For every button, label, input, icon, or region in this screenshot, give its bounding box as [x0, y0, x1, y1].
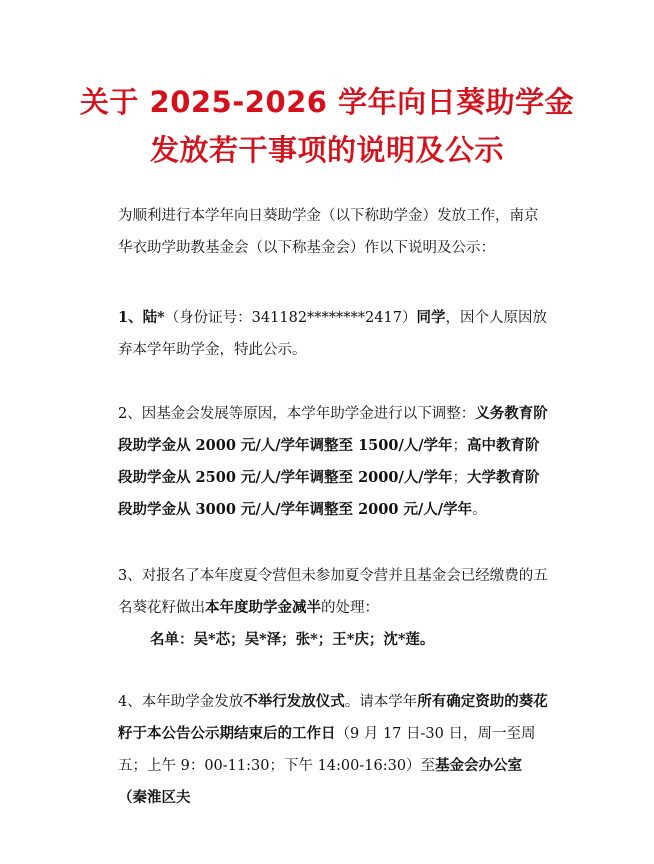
item-4-mid-1: 。请本学年 — [344, 694, 418, 710]
item-1-rest: ，因个人原因放弃本学年助学金，特此公示。 — [118, 310, 547, 358]
item-1-number: 1、 — [118, 309, 143, 326]
item-3-lead: 3、对报名了本年度夏令营但未参加夏令营并且基金会已经缴费的五名葵花籽做出 — [118, 568, 548, 616]
item-1-role: 同学 — [416, 309, 446, 326]
item-1-name: 陆* — [142, 309, 165, 326]
item-2-sep-2: ； — [452, 470, 468, 486]
item-3-bold: 本年度助学金减半 — [205, 599, 321, 616]
item-4-bold-3: 基金会办公室（秦淮区夫 — [118, 757, 523, 806]
item-2-end: 。 — [472, 502, 487, 518]
item-2-highschool: 高中教育阶段助学金从 2500 元/人/学年调整至 2000/人/学年 — [118, 437, 540, 486]
item-4-bold-1: 不举行发放仪式 — [243, 693, 345, 710]
item-4-bold-2: 所有确定资助的葵花籽于本公告公示期结束后的工作日 — [118, 693, 548, 742]
item-2-compulsory: 义务教育阶段助学金从 2000 元/人/学年调整至 1500/人/学年 — [118, 405, 548, 454]
item-2-lead: 2、因基金会发展等原因，本学年助学金进行以下调整： — [118, 406, 476, 422]
item-1-id: （身份证号：341182********2417） — [164, 310, 417, 326]
item-3-name-list: 名单：吴*芯；吴*泽；张*；王*庆；沈*莲。 — [150, 631, 435, 648]
item-2-paragraph — [118, 398, 548, 526]
item-2-university: 大学教育阶段助学金从 3000 元/人/学年调整至 2000 元/人/学年 — [118, 469, 540, 518]
intro-paragraph: 为顺利进行本学年向日葵助学金（以下称助学金）发放工作，南京华衣助学助教基金会（以下称基金会）作以下说明及公示： — [118, 208, 539, 256]
item-4-paragraph — [118, 686, 548, 814]
title-line-2: 发放若干事项的说明及公示 — [149, 133, 504, 167]
item-3-paragraph — [118, 560, 548, 624]
item-4-mid-2: （9 月 17 日-30 日，周一至周五；上午 9：00-11:30；下午 14:00-16:30）至 — [118, 726, 536, 774]
item-2-sep-1: ； — [452, 438, 468, 454]
item-1-paragraph — [118, 302, 548, 366]
title-line-1: 关于 2025-2026 学年向日葵助学金 — [79, 85, 575, 119]
item-4-lead: 4、本年助学金发放 — [118, 694, 244, 710]
item-3-end: 的处理： — [321, 600, 379, 616]
